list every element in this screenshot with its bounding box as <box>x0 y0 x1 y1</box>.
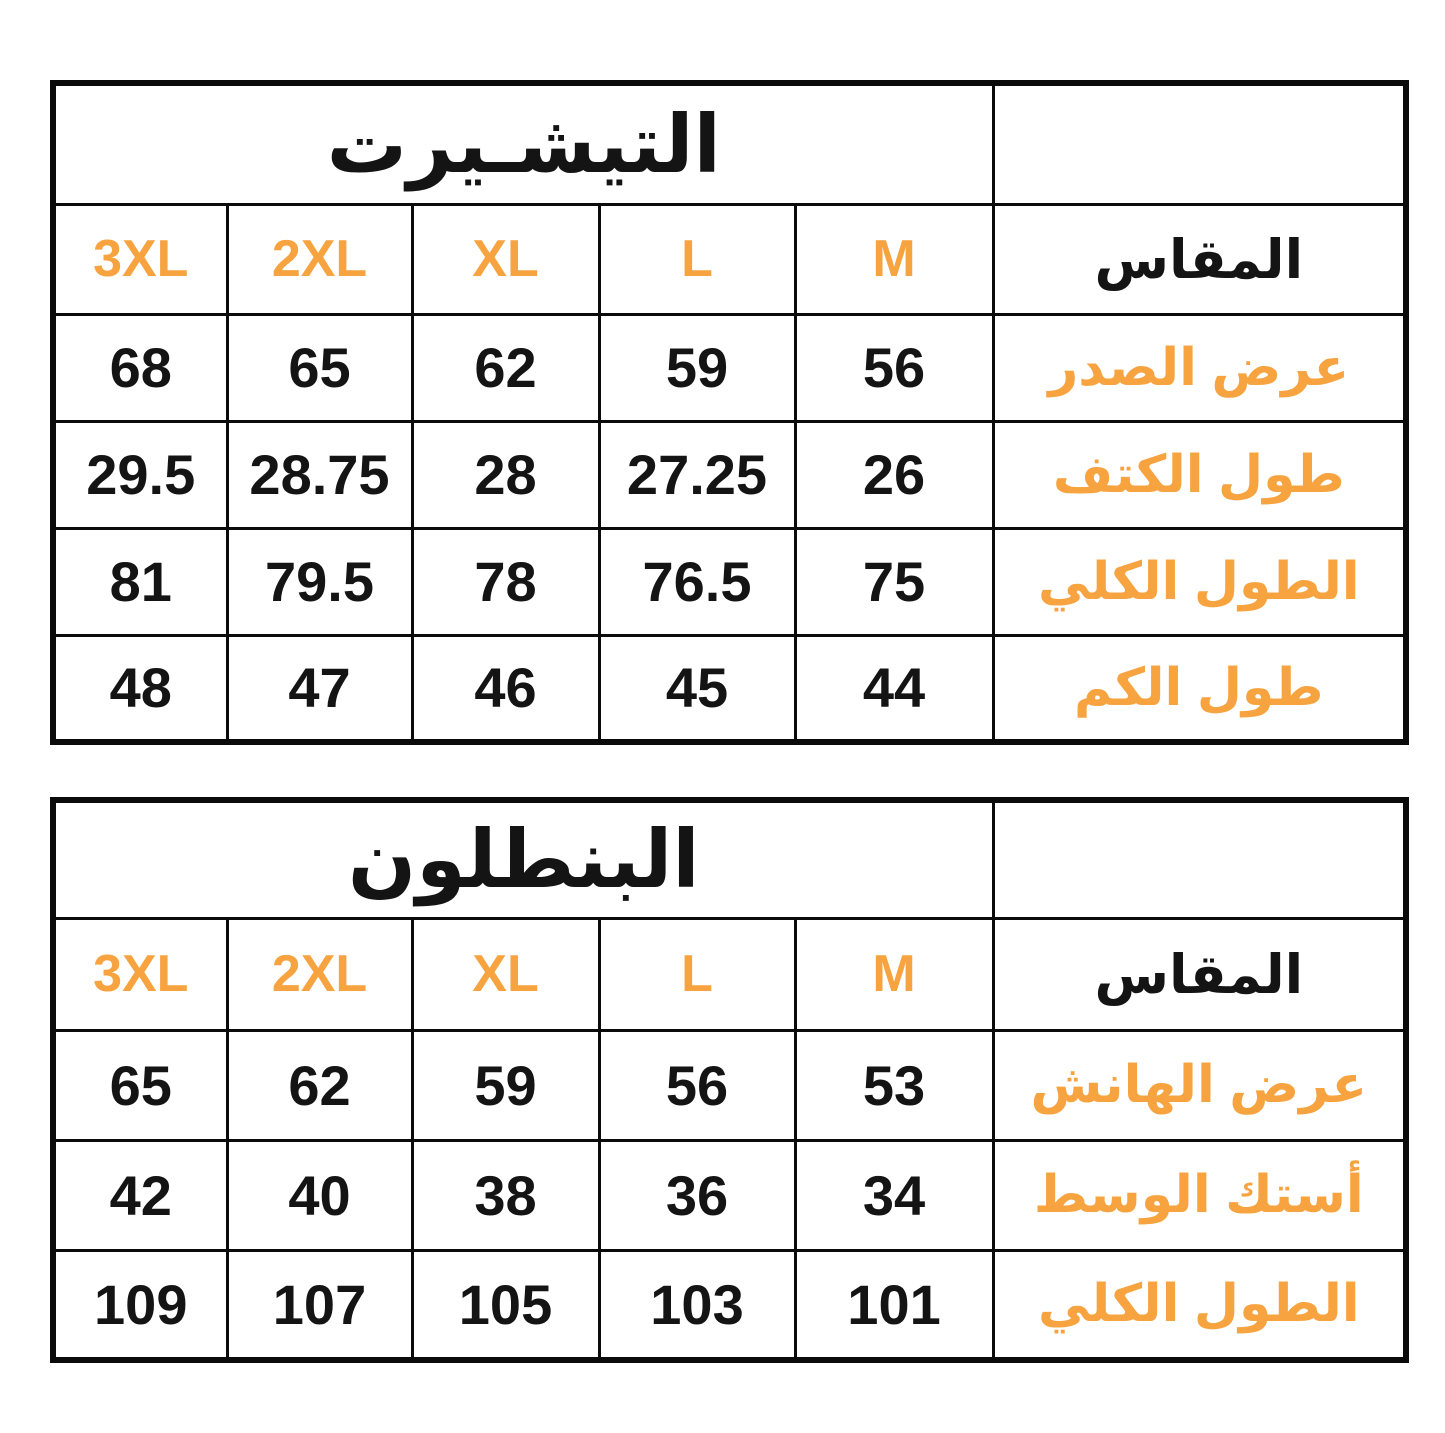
tshirt-sleeve-length-label: طول الكم <box>993 635 1406 742</box>
tshirt-chest-width-label: عرض الصدر <box>993 314 1406 421</box>
pants-measure-column-header: المقاس <box>993 918 1406 1030</box>
pants-size-header-row <box>53 918 1406 1030</box>
tshirt-chest-width-row <box>53 314 1406 421</box>
tshirt-size-header-3xl: 3XL <box>53 204 227 314</box>
value-cell: 59 <box>599 314 795 421</box>
tshirt-measure-column-header: المقاس <box>993 204 1406 314</box>
value-cell: 38 <box>412 1140 599 1250</box>
value-cell: 28 <box>412 421 599 528</box>
value-cell: 53 <box>795 1030 993 1140</box>
value-cell: 59 <box>412 1030 599 1140</box>
value-cell: 47 <box>227 635 412 742</box>
tshirt-shoulder-length-row <box>53 421 1406 528</box>
tshirt-total-length-row <box>53 528 1406 635</box>
value-cell: 81 <box>53 528 227 635</box>
value-cell: 65 <box>53 1030 227 1140</box>
value-cell: 68 <box>53 314 227 421</box>
tshirt-size-header-row <box>53 204 1406 314</box>
value-cell: 65 <box>227 314 412 421</box>
tshirt-sleeve-length-row <box>53 635 1406 742</box>
value-cell: 103 <box>599 1250 795 1360</box>
value-cell: 45 <box>599 635 795 742</box>
tshirt-size-table <box>50 80 1409 745</box>
value-cell: 42 <box>53 1140 227 1250</box>
pants-size-header-3xl: 3XL <box>53 918 227 1030</box>
value-cell: 46 <box>412 635 599 742</box>
tshirt-table-title: التيشـيرت <box>53 83 993 204</box>
tshirt-size-header-2xl: 2XL <box>227 204 412 314</box>
value-cell: 79.5 <box>227 528 412 635</box>
value-cell: 62 <box>412 314 599 421</box>
tshirt-shoulder-length-label: طول الكتف <box>993 421 1406 528</box>
pants-waist-elastic-row <box>53 1140 1406 1250</box>
pants-hip-width-label: عرض الهانش <box>993 1030 1406 1140</box>
pants-table-title: البنطلون <box>53 800 993 918</box>
value-cell: 27.25 <box>599 421 795 528</box>
value-cell: 56 <box>795 314 993 421</box>
value-cell: 34 <box>795 1140 993 1250</box>
pants-size-header-2xl: 2XL <box>227 918 412 1030</box>
value-cell: 48 <box>53 635 227 742</box>
tshirt-size-header-m: M <box>795 204 993 314</box>
pants-total-length-label: الطول الكلي <box>993 1250 1406 1360</box>
tshirt-size-header-xl: XL <box>412 204 599 314</box>
value-cell: 26 <box>795 421 993 528</box>
value-cell: 29.5 <box>53 421 227 528</box>
value-cell: 101 <box>795 1250 993 1360</box>
tshirt-title-empty-cell <box>993 83 1406 204</box>
pants-waist-elastic-label: أستك الوسط <box>993 1140 1406 1250</box>
pants-total-length-row <box>53 1250 1406 1360</box>
tshirt-size-header-l: L <box>599 204 795 314</box>
value-cell: 105 <box>412 1250 599 1360</box>
tshirt-title-row <box>53 83 1406 204</box>
value-cell: 28.75 <box>227 421 412 528</box>
tshirt-total-length-label: الطول الكلي <box>993 528 1406 635</box>
value-cell: 107 <box>227 1250 412 1360</box>
pants-hip-width-row <box>53 1030 1406 1140</box>
value-cell: 40 <box>227 1140 412 1250</box>
pants-size-header-xl: XL <box>412 918 599 1030</box>
pants-size-table <box>50 797 1409 1363</box>
value-cell: 76.5 <box>599 528 795 635</box>
value-cell: 44 <box>795 635 993 742</box>
value-cell: 75 <box>795 528 993 635</box>
value-cell: 36 <box>599 1140 795 1250</box>
pants-title-row <box>53 800 1406 918</box>
pants-title-empty-cell <box>993 800 1406 918</box>
value-cell: 109 <box>53 1250 227 1360</box>
pants-size-header-l: L <box>599 918 795 1030</box>
value-cell: 62 <box>227 1030 412 1140</box>
pants-size-header-m: M <box>795 918 993 1030</box>
value-cell: 56 <box>599 1030 795 1140</box>
value-cell: 78 <box>412 528 599 635</box>
